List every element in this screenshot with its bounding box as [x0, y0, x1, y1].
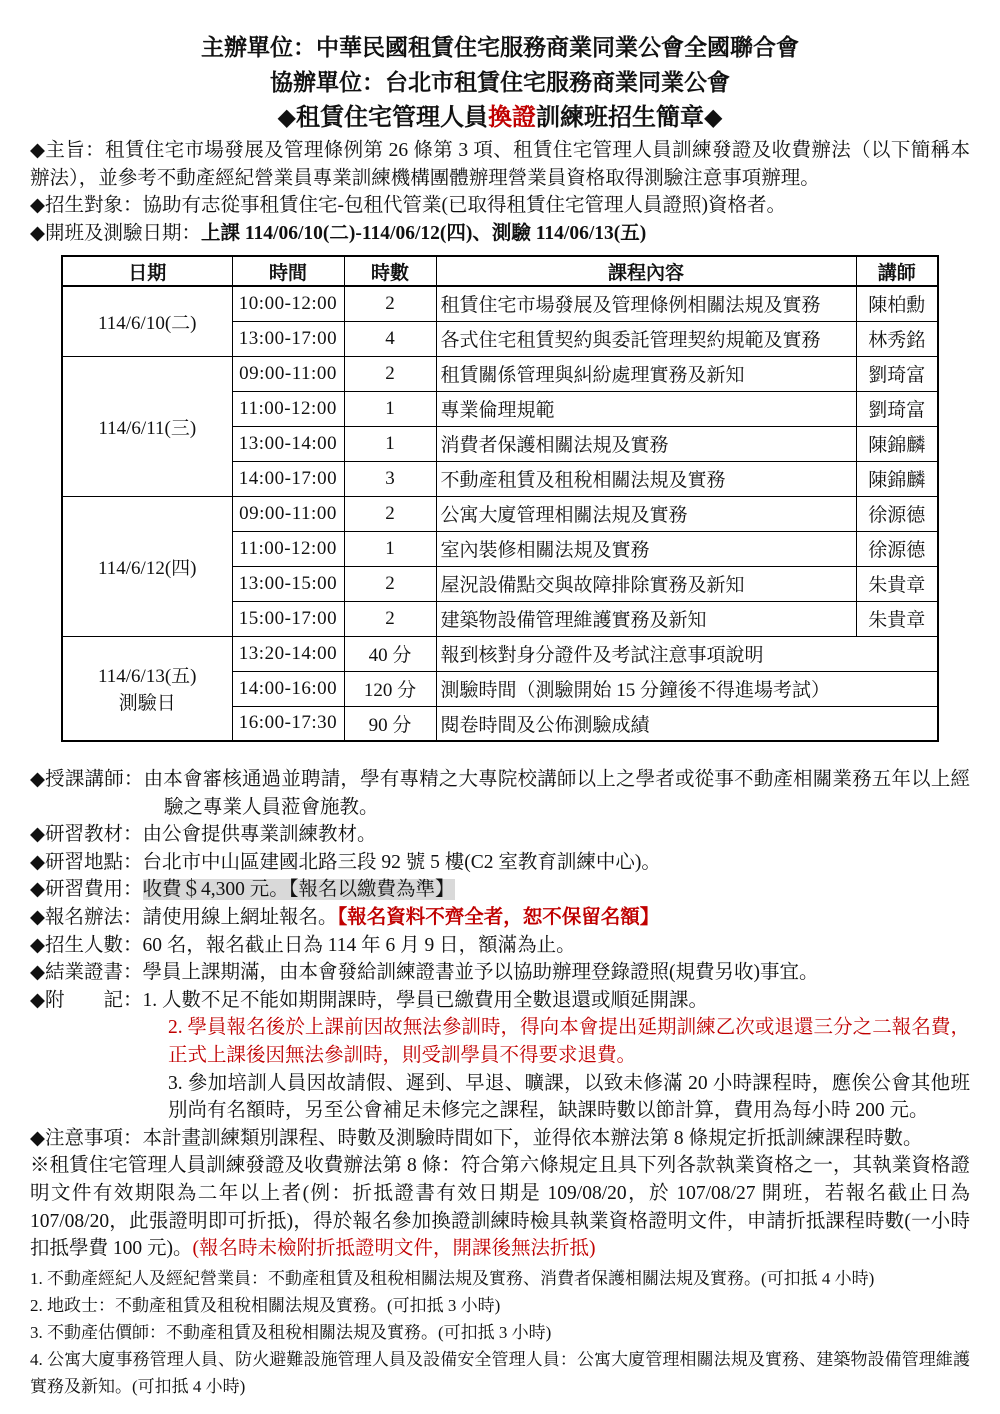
audience-text: 協助有志從事租賃住宅-包租代管業(已取得租賃住宅管理人員證照)資格者。 [142, 195, 786, 216]
date-cell [62, 636, 232, 741]
instructor-cell: 徐源德 [856, 531, 938, 566]
hours-cell: 2 [344, 286, 436, 321]
content-cell: 不動產租賃及租稅相關法規及實務 [436, 461, 856, 496]
title-prefix: ◆租賃住宅管理人員 [277, 105, 488, 131]
hours-cell: 40 分 [344, 636, 436, 671]
fee-line [30, 876, 970, 904]
time-cell: 11:00-12:00 [232, 531, 344, 566]
content-cell: 租賃關係管理與糾紛處理實務及新知 [436, 356, 856, 391]
certificate-text: 學員上課期滿，由本會發給訓練證書並予以協助辦理登錄證照(規費另收)事宜。 [142, 962, 819, 984]
time-cell: 13:00-15:00 [232, 566, 344, 601]
column-header-time: 時間 [232, 256, 344, 286]
hours-cell: 1 [344, 426, 436, 461]
registration-warning: 【報名資料不齊全者，恕不保留名額】 [337, 906, 660, 928]
schedule-table [61, 255, 939, 742]
time-cell: 10:00-12:00 [232, 286, 344, 321]
content-cell: 室內裝修相關法規及實務 [436, 531, 856, 566]
instructor-cell: 朱貴章 [856, 566, 938, 601]
instructor-cell: 劉琦富 [856, 391, 938, 426]
column-header-instructor: 講師 [856, 256, 938, 286]
content-cell: 建築物設備管理維護實務及新知 [436, 601, 856, 636]
hours-cell: 1 [344, 391, 436, 426]
organizer-line: 主辦單位：中華民國租賃住宅服務商業同業公會全國聯合會 [201, 35, 799, 60]
content-cell: 消費者保護相關法規及實務 [436, 426, 856, 461]
quota-line [30, 932, 970, 960]
time-cell: 09:00-11:00 [232, 356, 344, 391]
quota-text: 60 名，報名截止日為 114 年 6 月 9 日，額滿為止。 [142, 934, 576, 956]
hours-cell: 90 分 [344, 706, 436, 741]
content-cell: 閱卷時間及公佈測驗成績 [436, 706, 938, 741]
title-emphasis: 換證 [488, 105, 536, 131]
table-row [62, 356, 938, 391]
hours-cell: 2 [344, 356, 436, 391]
time-cell: 09:00-11:00 [232, 496, 344, 531]
content-cell: 公寓大廈管理相關法規及實務 [436, 496, 856, 531]
registration-line [30, 904, 970, 932]
instructor-cell: 陳錦麟 [856, 461, 938, 496]
content-cell: 報到核對身分證件及考試注意事項說明 [436, 636, 938, 671]
time-cell: 16:00-17:30 [232, 706, 344, 741]
content-cell: 租賃住宅市場發展及管理條例相關法規及實務 [436, 286, 856, 321]
list-item: 1. 不動產經紀人及經紀營業員：不動產租賃及租稅相關法規及實務、消費者保護相關法規及實務。(可扣抵 4 小時) [30, 1268, 875, 1288]
fee-highlight: 收費＄4,300 元。【報名以繳費為準】 [142, 879, 455, 901]
materials-line [30, 821, 970, 849]
hours-cell: 2 [344, 601, 436, 636]
co-organizer-line: 協辦單位：台北市租賃住宅服務商業同業公會 [270, 70, 730, 95]
notice-line [30, 1125, 970, 1153]
instructor-cell: 劉琦富 [856, 356, 938, 391]
table-row [62, 636, 938, 671]
table-header-row [62, 256, 938, 286]
hours-cell: 1 [344, 531, 436, 566]
certificate-label: ◆結業證書： [30, 962, 143, 984]
rule-paragraph [30, 1152, 970, 1262]
hours-cell: 4 [344, 321, 436, 356]
instructor-cell: 陳錦麟 [856, 426, 938, 461]
dates-label: ◆開班及測驗日期： [30, 222, 201, 244]
audience-paragraph [30, 192, 970, 220]
notice-label: ◆注意事項： [30, 1127, 143, 1149]
list-item: 4. 公寓大廈事務管理人員、防火避難設施管理人員及設備安全管理人員：公寓大廈管理相關法規及實務、建築物設備管理維護實務及新知。(可扣抵 4 小時) [30, 1349, 970, 1396]
deduction-list [30, 1265, 970, 1400]
dates-value: 上課 114/06/10(二)-114/06/12(四)、測驗 114/06/13(五) [201, 222, 647, 244]
date-cell: 114/6/12(四) [62, 496, 232, 636]
dates-paragraph [30, 220, 970, 248]
time-cell: 14:00-17:00 [232, 461, 344, 496]
content-cell: 各式住宅租賃契約與委託管理契約規範及實務 [436, 321, 856, 356]
remark-item-2: 2. 學員報名後於上課前因故無法參訓時，得向本會提出延期訓練乙次或退還三分之二報名費，正式上課後因無法參訓時，則受訓學員不得要求退費。 [168, 1017, 970, 1066]
certificate-line [30, 959, 970, 987]
rule-text: ※租賃住宅管理人員訓練發證及收費辦法第 8 條：符合第六條規定且具下列各款執業資格之一，其執業資格證明文件有效期限為二年以上者(例：折抵證書有效日期是 109/08/20，於 107/08/27 開班，若報名截止日為 107/08/20，此張證明即可折抵)，得於報名參加換證訓練時檢具執業資格證明文件，申請折抵課程時數(一小時扣抵學費 100 元)。 [30, 1155, 970, 1260]
time-cell: 11:00-12:00 [232, 391, 344, 426]
exam-date-note: 測驗日 [118, 693, 176, 715]
details-section [30, 766, 970, 1263]
hours-cell: 2 [344, 496, 436, 531]
registration-label: ◆報名辦法： [30, 906, 143, 928]
content-cell: 測驗時間（測驗開始 15 分鐘後不得進場考試） [436, 671, 938, 706]
content-cell: 專業倫理規範 [436, 391, 856, 426]
instructors-line [30, 766, 970, 821]
instructors-text: 由本會審核通過並聘請，學有專精之大專院校講師以上之學者或從事不動產相關業務五年以上經驗之專業人員蒞會施教。 [143, 769, 970, 818]
purpose-paragraph [30, 137, 970, 192]
quota-label: ◆招生人數： [30, 934, 143, 956]
time-cell: 13:20-14:00 [232, 636, 344, 671]
purpose-text: 租賃住宅市場發展及管理條例第 26 條第 3 項、租賃住宅管理人員訓練發證及收費辦法（以下簡稱本辦法），並參考不動產經紀營業員專業訓練機構團體辦理營業員資格取得測驗注意事項辦理。 [30, 140, 970, 189]
column-header-hours: 時數 [344, 256, 436, 286]
registration-text: 請使用線上網址報名。 [142, 906, 338, 928]
time-cell: 13:00-14:00 [232, 426, 344, 461]
hours-cell: 120 分 [344, 671, 436, 706]
location-label: ◆研習地點： [30, 851, 143, 873]
instructors-label: ◆授課講師： [30, 769, 144, 790]
exam-date: 114/6/13(五) [97, 666, 197, 688]
table-row [62, 496, 938, 531]
column-header-content: 課程內容 [436, 256, 856, 286]
content-cell: 屋況設備點交與故障排除實務及新知 [436, 566, 856, 601]
instructor-cell: 徐源德 [856, 496, 938, 531]
instructor-cell: 朱貴章 [856, 601, 938, 636]
remarks-label: ◆附 記： [30, 989, 143, 1011]
instructor-cell: 陳柏勳 [856, 286, 938, 321]
title-suffix: 訓練班招生簡章◆ [536, 105, 723, 131]
page-title [30, 100, 970, 137]
date-cell: 114/6/11(三) [62, 356, 232, 496]
rule-warning: (報名時未檢附折抵證明文件，開課後無法折抵) [192, 1238, 596, 1260]
location-line [30, 849, 970, 877]
location-text: 台北市中山區建國北路三段 92 號 5 樓(C2 室教育訓練中心)。 [142, 851, 661, 873]
time-cell: 13:00-17:00 [232, 321, 344, 356]
remark-item-3: 3. 參加培訓人員因故請假、遲到、早退、曠課，以致未修滿 20 小時課程時，應俟公會其他班別尚有名額時，另至公會補足未修完之課程，缺課時數以節計算，費用為每小時 200 元。 [168, 1072, 970, 1122]
date-cell: 114/6/10(二) [62, 286, 232, 356]
list-item: 3. 不動產估價師：不動產租賃及租稅相關法規及實務。(可扣抵 3 小時) [30, 1322, 552, 1342]
instructor-cell: 林秀銘 [856, 321, 938, 356]
time-cell: 14:00-16:00 [232, 671, 344, 706]
purpose-label: ◆主旨： [30, 140, 106, 161]
notice-text: 本計畫訓練類別課程、時數及測驗時間如下，並得依本辦法第 8 條規定折抵訓練課程時數。 [142, 1127, 923, 1149]
list-item: 2. 地政士：不動產租賃及租稅相關法規及實務。(可扣抵 3 小時) [30, 1295, 501, 1315]
materials-text: 由公會提供專業訓練教材。 [142, 824, 377, 846]
table-row [62, 286, 938, 321]
audience-label: ◆招生對象： [30, 195, 143, 216]
hours-cell: 2 [344, 566, 436, 601]
time-cell: 15:00-17:00 [232, 601, 344, 636]
remarks-line [30, 987, 970, 1015]
hours-cell: 3 [344, 461, 436, 496]
fee-label: ◆研習費用： [30, 879, 143, 901]
materials-label: ◆研習教材： [30, 824, 143, 846]
column-header-date: 日期 [62, 256, 232, 286]
remark-item-1: 1. 人數不足不能如期開課時，學員已繳費用全數退還或順延開課。 [142, 989, 709, 1011]
